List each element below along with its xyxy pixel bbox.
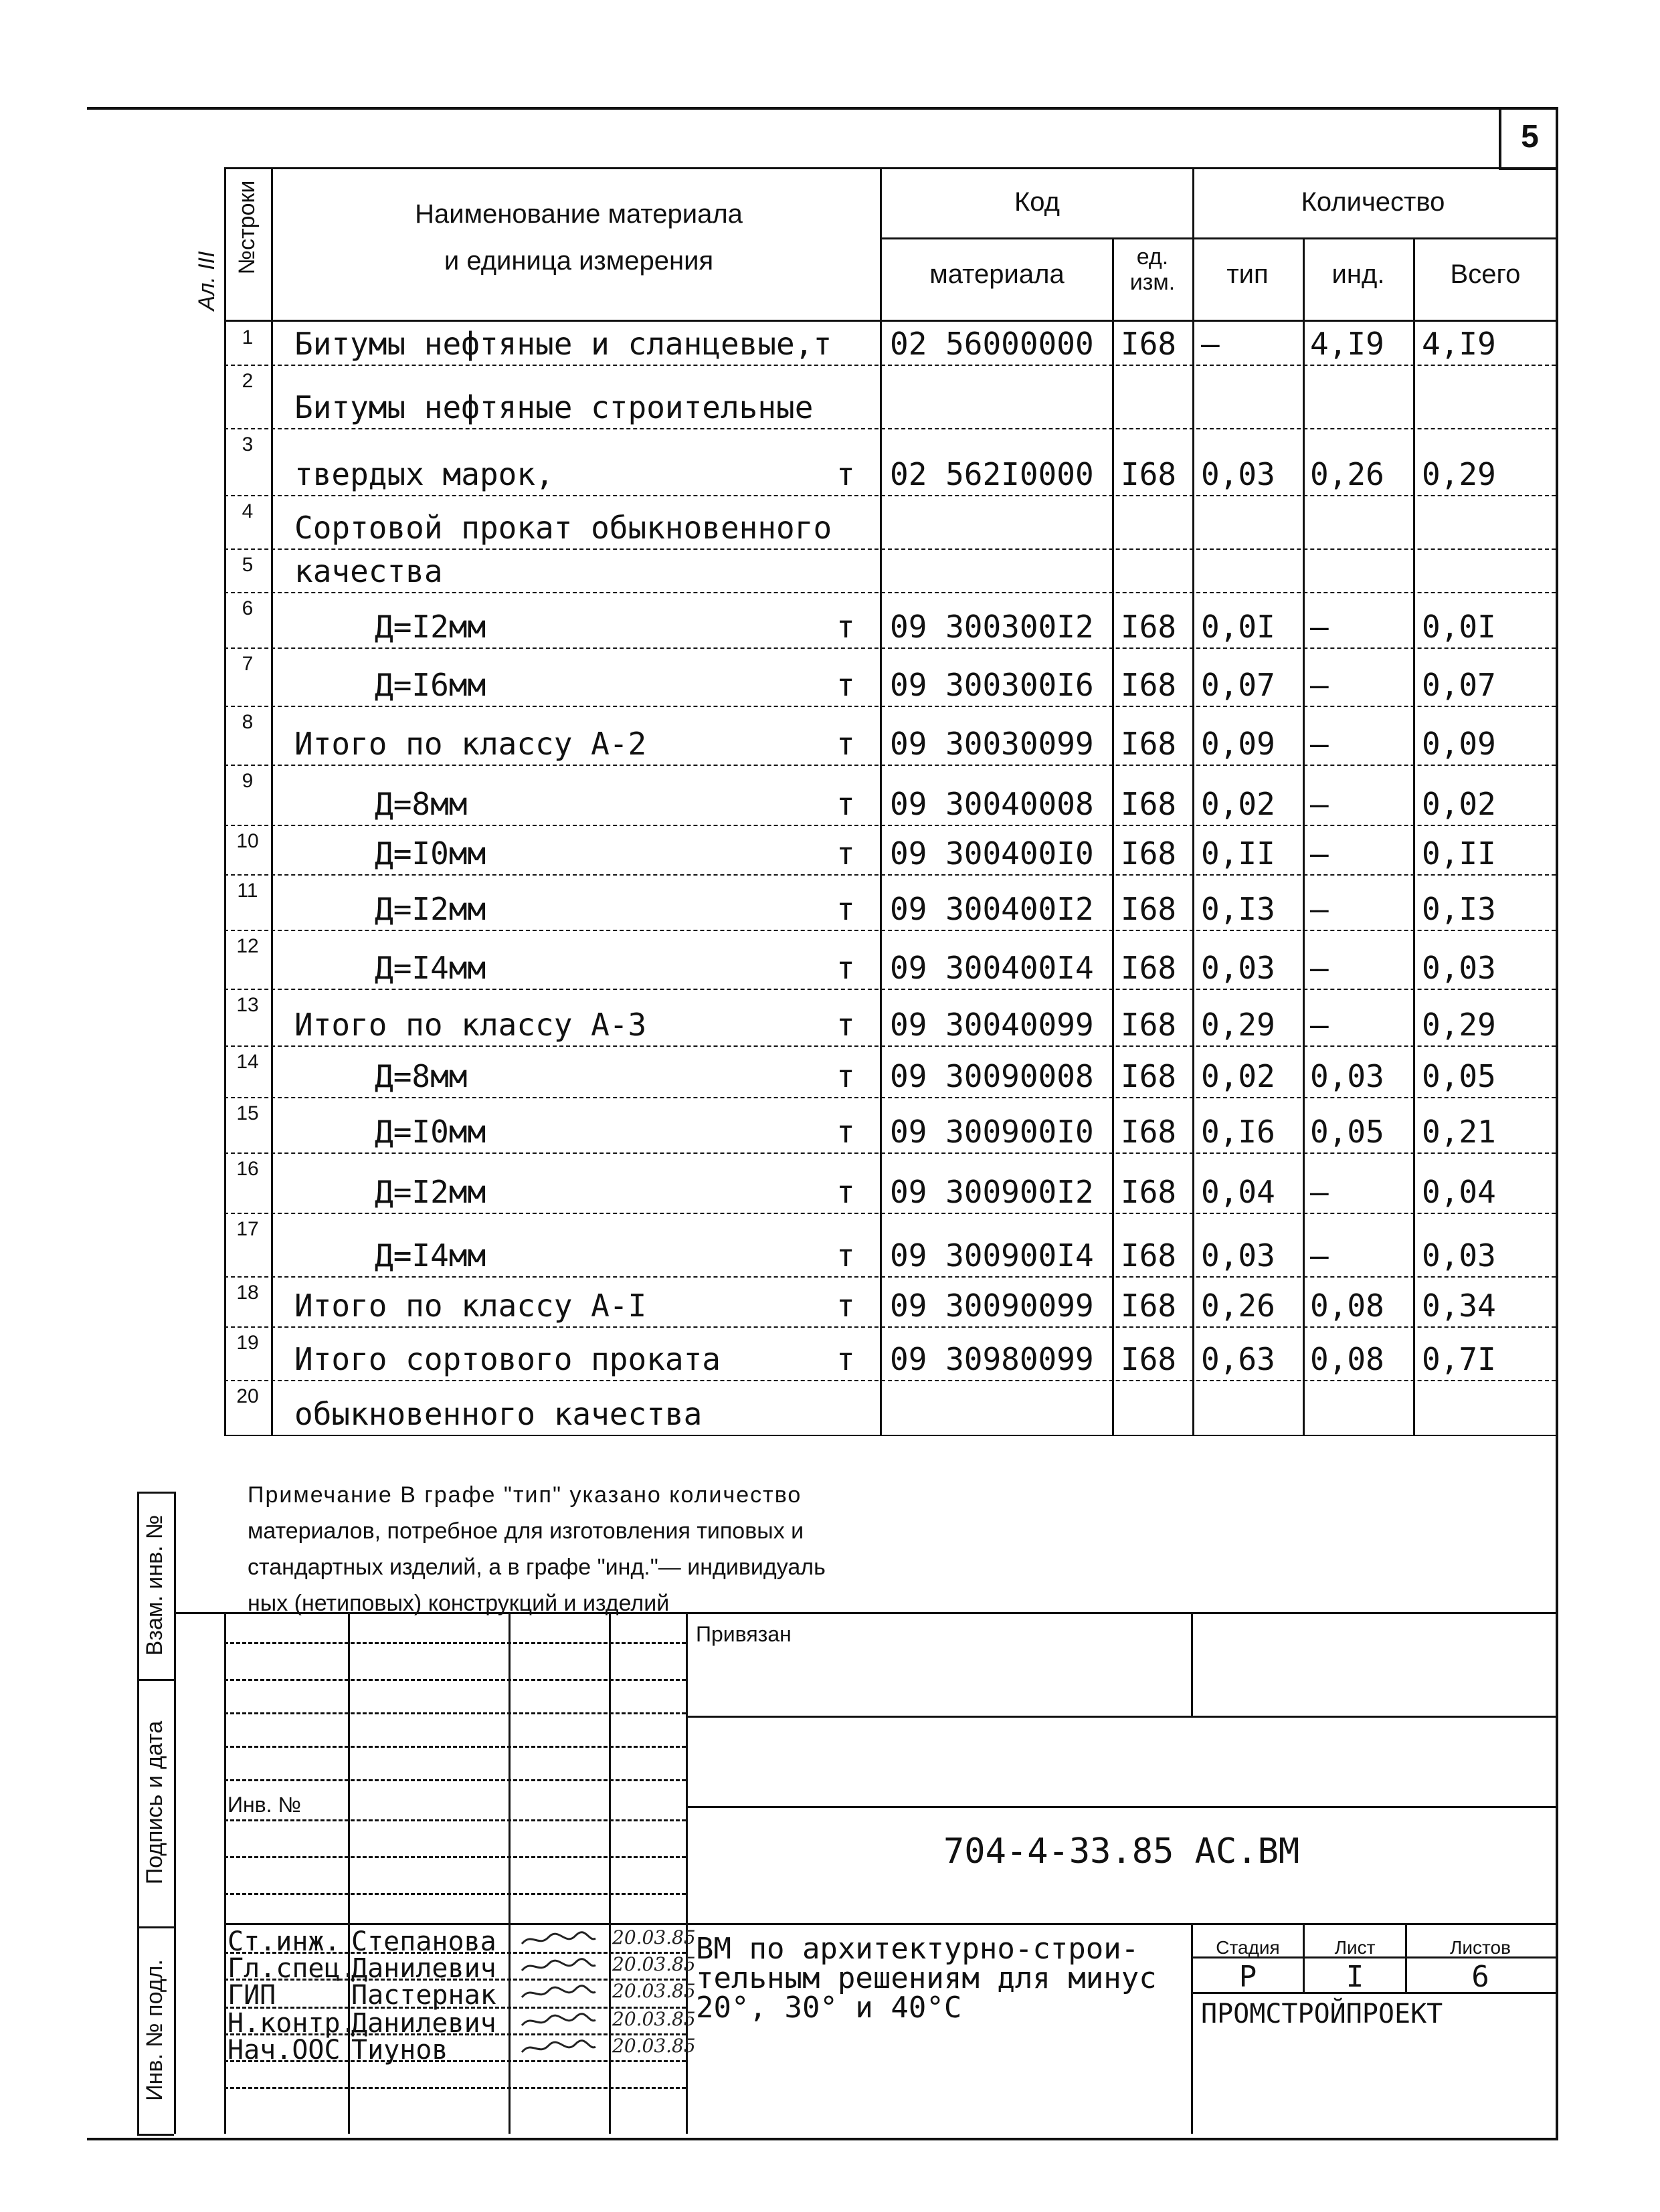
row-number: 2 [242, 370, 254, 392]
quantity-type: 0,07 [1201, 667, 1275, 703]
title-block-line [1191, 1612, 1193, 1716]
table-column-line [1112, 237, 1114, 1435]
signer-role: Гл.спец. [227, 1953, 357, 1984]
unit-code: I68 [1121, 1007, 1177, 1043]
note-line-3: стандартных изделий, а в графе "инд."— индивидуаль [248, 1554, 826, 1580]
unit-of-measure: т [836, 667, 855, 703]
material-code: 09 30040008 [890, 786, 1094, 822]
quantity-total: 0,29 [1422, 456, 1496, 492]
unit-code: I68 [1121, 609, 1177, 645]
stage-value: Р [1238, 1960, 1257, 1994]
page-number: 5 [1499, 107, 1558, 170]
header-quantity: Количество [1301, 187, 1445, 217]
table-row-line [224, 1045, 1556, 1047]
signer-name: Данилевич [351, 1953, 496, 1984]
row-number: 10 [236, 830, 259, 852]
title-block-line [224, 2087, 686, 2089]
signer-role: ГИП [227, 1980, 276, 2011]
header-code-material: материала [929, 260, 1065, 289]
title-block-line [224, 1923, 1556, 1925]
title-block-line [224, 1679, 686, 1681]
row-number: 3 [242, 433, 254, 456]
row-number: 13 [236, 994, 259, 1016]
unit-of-measure: т [836, 1237, 855, 1274]
handwritten-signature [519, 2039, 599, 2057]
table-row-line [224, 1326, 1556, 1328]
header-name-line2: и единица измерения [444, 246, 714, 276]
material-code: 02 562I0000 [890, 456, 1094, 492]
signer-date: 20.03.85 [612, 1953, 696, 1975]
table-row-line [224, 647, 1556, 649]
signer-name: Степанова [351, 1926, 496, 1957]
material-name: Д=I2мм [375, 891, 486, 927]
table-row-line [224, 495, 1556, 496]
table-row-line [224, 592, 1556, 593]
quantity-type: 0,03 [1201, 456, 1275, 492]
unit-of-measure: т [836, 786, 855, 822]
unit-of-measure: т [836, 1007, 855, 1043]
quantity-total: 0,II [1422, 835, 1496, 872]
quantity-total: 0,34 [1422, 1288, 1496, 1324]
material-name: Сортовой прокат обыкновенного [294, 510, 832, 546]
material-name: Итого сортового проката [294, 1341, 721, 1377]
table-row-line [224, 706, 1556, 707]
material-name: твердых марок, [294, 456, 554, 492]
unit-code: I68 [1121, 891, 1177, 927]
unit-code: I68 [1121, 1237, 1177, 1274]
quantity-ind: 0,26 [1310, 456, 1384, 492]
inv-no-label: Инв. № [227, 1793, 301, 1817]
unit-of-measure: т [836, 891, 855, 927]
quantity-ind: – [1310, 726, 1329, 762]
quantity-total: 4,I9 [1422, 326, 1496, 362]
table-row-line [224, 1097, 1556, 1098]
table-row-line [224, 1435, 1556, 1436]
row-number: 14 [236, 1051, 259, 1073]
unit-code: I68 [1121, 1341, 1177, 1377]
unit-of-measure: т [836, 835, 855, 872]
quantity-type: 0,I6 [1201, 1114, 1275, 1150]
quantity-type: 0,02 [1201, 1058, 1275, 1094]
unit-code: I68 [1121, 667, 1177, 703]
material-name: Итого по классу А-3 [294, 1007, 647, 1043]
header-code-unit: ед. изм. [1129, 244, 1176, 295]
table-column-line [880, 167, 882, 1435]
quantity-total: 0,I3 [1422, 891, 1496, 927]
material-code: 09 300400I2 [890, 891, 1094, 927]
material-code: 02 56000000 [890, 326, 1094, 362]
margin-border [174, 1492, 176, 2134]
row-number: 12 [236, 935, 259, 957]
quantity-type: 0,02 [1201, 786, 1275, 822]
quantity-type: 0,0I [1201, 609, 1275, 645]
quantity-ind: 0,05 [1310, 1114, 1384, 1150]
margin-vzam-label: Взам. инв. № [142, 1514, 167, 1656]
quantity-total: 0,03 [1422, 1237, 1496, 1274]
row-number: 5 [242, 554, 254, 576]
title-block-line [174, 1612, 1556, 1614]
table-column-line [1303, 237, 1305, 1435]
header-ind: инд. [1331, 260, 1385, 289]
signer-name: Пастернак [351, 1980, 496, 2011]
material-code: 09 30030099 [890, 726, 1094, 762]
unit-of-measure: т [836, 1058, 855, 1094]
row-number: 7 [242, 653, 254, 675]
material-name: Битумы нефтяные и сланцевые,т [294, 326, 832, 362]
material-code: 09 300900I2 [890, 1174, 1094, 1210]
row-number: 17 [236, 1218, 259, 1240]
material-code: 09 30090099 [890, 1288, 1094, 1324]
table-column-line [271, 167, 273, 1435]
sheet-value: I [1346, 1960, 1364, 1994]
table-header-line [224, 167, 1556, 169]
material-name: Д=8мм [375, 786, 468, 822]
table-row-line [224, 765, 1556, 766]
note-line-4: ных (нетиповых) конструкций и изделий [248, 1591, 670, 1616]
header-type: тип [1226, 260, 1269, 289]
margin-divider [137, 1926, 174, 1928]
quantity-total: 0,03 [1422, 950, 1496, 986]
row-number: 15 [236, 1102, 259, 1124]
title-line-1: ВМ по архитектурно-строи- [696, 1932, 1139, 1966]
material-code: 09 30090008 [890, 1058, 1094, 1094]
title-line-3: 20°, 30° и 40°С [696, 1991, 962, 2025]
margin-inv-podl-label: Инв. № подл. [142, 1959, 167, 2101]
row-number: 18 [236, 1282, 259, 1304]
unit-of-measure: т [836, 1174, 855, 1210]
signer-role: Нач.ООС [227, 2035, 341, 2066]
unit-of-measure: т [836, 1341, 855, 1377]
material-code: 09 300300I6 [890, 667, 1094, 703]
material-code: 09 30040099 [890, 1007, 1094, 1043]
handwritten-signature [519, 1957, 599, 1976]
margin-podpis-label: Подпись и дата [142, 1720, 167, 1885]
quantity-total: 0,0I [1422, 609, 1496, 645]
row-number: 19 [236, 1332, 259, 1354]
unit-of-measure: т [836, 1114, 855, 1150]
quantity-total: 0,02 [1422, 786, 1496, 822]
signer-date: 20.03.85 [612, 2008, 696, 2030]
table-column-line [1413, 237, 1415, 1435]
title-block-line [1191, 1923, 1193, 2134]
material-name: Д=I2мм [375, 609, 486, 645]
unit-of-measure: т [836, 456, 855, 492]
table-row-line [224, 1152, 1556, 1154]
handwritten-signature [519, 1930, 599, 1949]
table-header-line [880, 237, 1556, 239]
unit-code: I68 [1121, 326, 1177, 362]
quantity-total: 0,29 [1422, 1007, 1496, 1043]
material-name: Д=I0мм [375, 1114, 486, 1150]
quantity-total: 0,7I [1422, 1341, 1496, 1377]
table-row-line [224, 365, 1556, 366]
header-row-number: №строки [234, 180, 260, 275]
title-block-line [609, 1612, 611, 2134]
sheets-value: 6 [1471, 1960, 1489, 1994]
material-name: Д=I0мм [375, 835, 486, 872]
material-code: 09 300900I0 [890, 1114, 1094, 1150]
quantity-type: 0,I3 [1201, 891, 1275, 927]
table-row-line [224, 825, 1556, 826]
title-line-2: тельным решениям для минус [696, 1961, 1157, 1995]
quantity-type: 0,63 [1201, 1341, 1275, 1377]
unit-code: I68 [1121, 835, 1177, 872]
unit-of-measure: т [836, 1288, 855, 1324]
unit-of-measure: т [836, 609, 855, 645]
quantity-type: – [1201, 326, 1220, 362]
signer-role: Ст.инж. [227, 1926, 341, 1957]
table-row-line [224, 930, 1556, 931]
unit-of-measure: т [836, 726, 855, 762]
quantity-ind: – [1310, 1174, 1329, 1210]
material-name: Д=I6мм [375, 667, 486, 703]
quantity-ind: – [1310, 1237, 1329, 1274]
tied-label: Привязан [696, 1622, 792, 1646]
signer-date: 20.03.85 [612, 1926, 696, 1948]
material-name: Д=I2мм [375, 1174, 486, 1210]
quantity-total: 0,07 [1422, 667, 1496, 703]
material-code: 09 300400I0 [890, 835, 1094, 872]
unit-code: I68 [1121, 950, 1177, 986]
quantity-type: 0,26 [1201, 1288, 1275, 1324]
unit-code: I68 [1121, 1174, 1177, 1210]
unit-code: I68 [1121, 1288, 1177, 1324]
table-row-line [224, 428, 1556, 429]
material-code: 09 300400I4 [890, 950, 1094, 986]
table-row-line [224, 1380, 1556, 1381]
quantity-ind: – [1310, 891, 1329, 927]
material-name: обыкновенного качества [294, 1396, 703, 1432]
table-row-line [224, 1276, 1556, 1278]
quantity-type: 0,09 [1201, 726, 1275, 762]
title-block-line [509, 1612, 511, 2134]
sheets-label: Листов [1450, 1937, 1511, 1958]
header-total: Всего [1450, 260, 1521, 289]
quantity-ind: 0,03 [1310, 1058, 1384, 1094]
unit-code: I68 [1121, 456, 1177, 492]
stage-label: Стадия [1216, 1937, 1280, 1958]
material-name: Итого по классу А-2 [294, 726, 647, 762]
row-number: 16 [236, 1158, 259, 1180]
margin-divider [137, 1679, 174, 1681]
title-block-line [224, 1746, 686, 1748]
signer-name: Тиунов [351, 2035, 448, 2066]
quantity-type: 0,29 [1201, 1007, 1275, 1043]
quantity-ind: 0,08 [1310, 1341, 1384, 1377]
unit-code: I68 [1121, 786, 1177, 822]
material-name: Итого по классу А-I [294, 1288, 647, 1324]
row-number: 11 [237, 880, 258, 902]
row-number: 8 [242, 711, 254, 733]
title-block-line [686, 1716, 1556, 1718]
title-block-line [224, 1893, 686, 1895]
title-block-line [224, 1612, 226, 2134]
title-block-line [686, 1806, 1556, 1808]
table-row-line [224, 874, 1556, 876]
title-block-line [348, 1612, 350, 2134]
quantity-ind: – [1310, 1007, 1329, 1043]
signer-date: 20.03.85 [612, 1980, 696, 2002]
quantity-ind: – [1310, 950, 1329, 986]
row-number: 1 [242, 326, 254, 348]
margin-divider [137, 2134, 174, 2136]
quantity-ind: 0,08 [1310, 1288, 1384, 1324]
title-block-line [224, 1819, 686, 1821]
header-code: Код [1014, 187, 1060, 217]
row-number: 20 [236, 1385, 259, 1407]
table-column-line [1192, 167, 1194, 1435]
table-row-line [224, 548, 1556, 550]
quantity-total: 0,09 [1422, 726, 1496, 762]
row-number: 9 [242, 770, 254, 792]
header-name-line1: Наименование материала [415, 199, 743, 229]
signer-role: Н.контр. [227, 2008, 357, 2039]
unit-of-measure: т [836, 950, 855, 986]
note-line-1: Примечание В графе "тип" указано количество [248, 1482, 802, 1508]
unit-code: I68 [1121, 1114, 1177, 1150]
side-label: Ал. III [194, 251, 219, 311]
material-code: 09 30980099 [890, 1341, 1094, 1377]
quantity-ind: 4,I9 [1310, 326, 1384, 362]
table-header-line [224, 320, 1556, 322]
material-name: Д=I4мм [375, 950, 486, 986]
title-block-line [224, 1642, 686, 1644]
material-name: Д=I4мм [375, 1237, 486, 1274]
quantity-ind: – [1310, 786, 1329, 822]
handwritten-signature [519, 1984, 599, 2003]
table-row-line [224, 1213, 1556, 1214]
quantity-ind: – [1310, 835, 1329, 872]
row-number: 6 [242, 597, 254, 619]
row-number: 4 [242, 500, 254, 522]
title-block-line [224, 1712, 686, 1714]
material-code: 09 300300I2 [890, 609, 1094, 645]
quantity-type: 0,03 [1201, 1237, 1275, 1274]
signer-date: 20.03.85 [612, 2035, 696, 2057]
signer-name: Данилевич [351, 2008, 496, 2039]
note-line-2: материалов, потребное для изготовления типовых и [248, 1518, 804, 1544]
material-name: качества [294, 553, 443, 589]
table-row-line [224, 989, 1556, 990]
material-code: 09 300900I4 [890, 1237, 1094, 1274]
title-block-line [224, 1856, 686, 1858]
quantity-type: 0,II [1201, 835, 1275, 872]
sheet-label: Лист [1334, 1937, 1376, 1958]
handwritten-signature [519, 2012, 599, 2031]
document-code: 704-4-33.85 АС.ВМ [943, 1831, 1300, 1872]
material-name: Битумы нефтяные строительные [294, 389, 814, 425]
margin-border [137, 1492, 139, 2134]
material-name: Д=8мм [375, 1058, 468, 1094]
quantity-ind: – [1310, 609, 1329, 645]
quantity-total: 0,04 [1422, 1174, 1496, 1210]
title-block-line [224, 1779, 686, 1781]
quantity-total: 0,21 [1422, 1114, 1496, 1150]
quantity-type: 0,04 [1201, 1174, 1275, 1210]
unit-code: I68 [1121, 726, 1177, 762]
quantity-total: 0,05 [1422, 1058, 1496, 1094]
quantity-ind: – [1310, 667, 1329, 703]
table-column-line [224, 167, 226, 1435]
quantity-type: 0,03 [1201, 950, 1275, 986]
organization-name: ПРОМСТРОЙПРОЕКТ [1201, 1999, 1443, 2029]
unit-code: I68 [1121, 1058, 1177, 1094]
